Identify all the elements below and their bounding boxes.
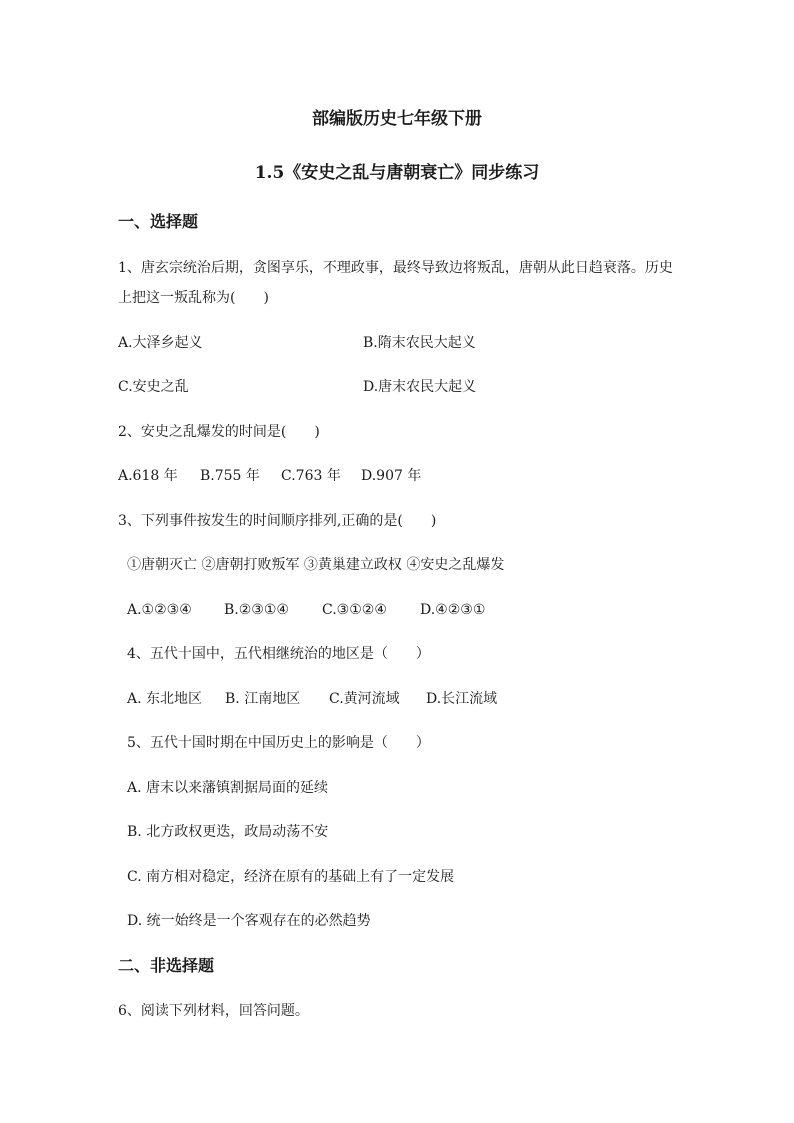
question-4-option-b: B. 江南地区 <box>225 691 301 707</box>
question-2-stem: 2、安史之乱爆发的时间是( ) <box>118 424 320 440</box>
question-5-option-a: A. 唐末以来藩镇割据局面的延续 <box>127 780 329 796</box>
question-1-option-c: C.安史之乱 <box>118 379 189 395</box>
question-1-option-b: B.隋末农民大起义 <box>363 335 476 351</box>
question-2-option-b: B.755 年 <box>200 468 260 484</box>
question-4-option-d: D.长江流域 <box>426 691 498 707</box>
question-2-option-a: A.618 年 <box>118 468 178 484</box>
question-3-events: ①唐朝灭亡 ②唐朝打败叛军 ③黄巢建立政权 ④安史之乱爆发 <box>127 557 505 573</box>
question-1-option-d: D.唐末农民大起义 <box>363 379 477 395</box>
question-5-option-c: C. 南方相对稳定，经济在原有的基础上有了一定发展 <box>127 869 455 885</box>
question-3-option-d: D.④②③① <box>420 602 486 618</box>
question-5-stem: 5、五代十国时期在中国历史上的影响是（ ） <box>127 735 430 751</box>
section-heading-non-choice: 二、非选择题 <box>118 956 215 975</box>
question-3-stem: 3、下列事件按发生的时间顺序排列,正确的是( ) <box>118 513 437 529</box>
question-1-line-2: 上把这一叛乱称为( ) <box>118 290 269 306</box>
question-5-option-b: B. 北方政权更迭，政局动荡不安 <box>127 824 329 840</box>
question-6-stem: 6、阅读下列材料，回答问题。 <box>118 1003 309 1019</box>
question-2-option-c: C.763 年 <box>281 468 341 484</box>
question-5-option-d: D. 统一始终是一个客观存在的必然趋势 <box>127 913 371 929</box>
question-3-option-b: B.②③①④ <box>224 602 289 618</box>
question-2-option-d: D.907 年 <box>361 468 422 484</box>
document-title: 部编版历史七年级下册 <box>312 109 482 129</box>
question-1-line-1: 1、唐玄宗统治后期，贪图享乐，不理政事，最终导致边将叛乱，唐朝从此日趋衰落。历史 <box>118 260 673 276</box>
question-4-option-a: A. 东北地区 <box>127 691 203 707</box>
question-4-option-c: C.黄河流域 <box>329 691 400 707</box>
question-3-option-c: C.③①②④ <box>322 602 387 618</box>
question-4-stem: 4、五代十国中，五代相继统治的地区是（ ） <box>127 646 430 662</box>
document-subtitle: 1.5《安史之乱与唐朝衰亡》同步练习 <box>254 163 540 183</box>
question-3-option-a: A.①②③④ <box>127 602 192 618</box>
section-heading-choice: 一、选择题 <box>118 212 199 231</box>
question-1-option-a: A.大泽乡起义 <box>118 335 203 351</box>
